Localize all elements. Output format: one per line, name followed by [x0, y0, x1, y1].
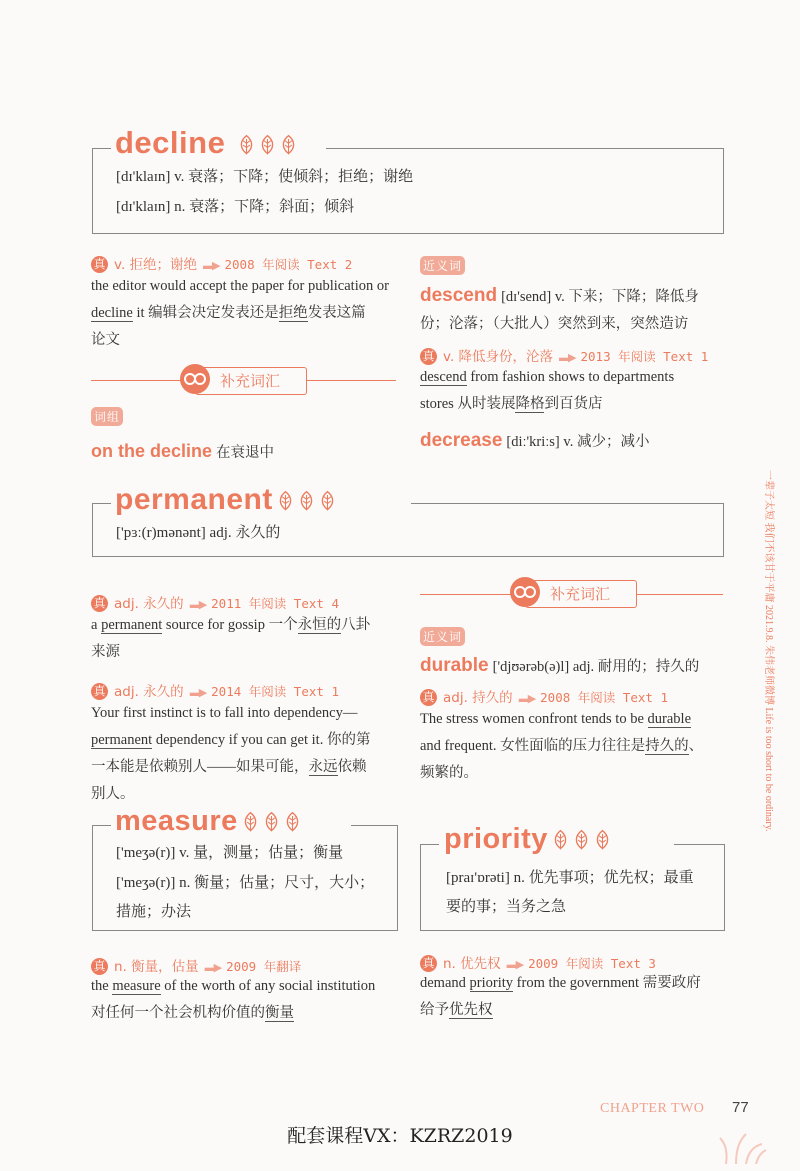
decline-example: the editor would accept the paper for publication or decline it 编辑会决定发表还是拒绝发表这篇 论文: [91, 278, 389, 348]
syn-durable: durable ['djʊərəb(ə)l] adj. 耐用的；持久的: [420, 655, 700, 676]
grass-icon: [718, 1128, 768, 1164]
synonym-label: 近义词: [420, 627, 465, 646]
durable-exam-header: 真 adj. 持久的 ▬▶ 2008 年阅读 Text 1: [420, 686, 668, 707]
leaf-icon: [238, 134, 255, 156]
decline-def-noun: [dɪ'klaɪn] n. 衰落；下降；斜面；倾斜: [116, 199, 355, 215]
exam-badge: 真: [91, 595, 108, 612]
leaf-icon: [259, 134, 276, 156]
leaf-icon: [242, 811, 259, 833]
supplement-header: 补充词汇: [195, 367, 307, 395]
arrow-icon: ▬▶: [189, 599, 206, 611]
priority-exam-header: 真 n. 优先权 ▬▶ 2009 年阅读 Text 3: [420, 952, 656, 973]
arrow-icon: ▬▶: [204, 962, 221, 974]
leaf-icon: [280, 134, 297, 156]
chapter-label: CHAPTER TWO: [600, 1101, 705, 1116]
leaf-icon: [594, 829, 611, 851]
leaf-icon: [263, 811, 280, 833]
leaf-icon: [284, 811, 301, 833]
syn-descend: descend [dɪ'send] v. 下来；下降；降低身 份；沦落；（大批人）突然到来，突然造访: [420, 285, 699, 332]
owl-icon: [510, 577, 540, 607]
priority-def: [praɪ'ɒrəti] n. 优先事项；优先权；最重: [446, 870, 694, 886]
decline-exam-header: 真 v. 拒绝；谢绝 ▬▶ 2008 年阅读 Text 2: [91, 253, 352, 274]
descend-exam-header: 真 v. 降低身份，沦落 ▬▶ 2013 年阅读 Text 1: [420, 345, 708, 366]
owl-icon: [180, 364, 210, 394]
headword-permanent: permanent: [115, 483, 336, 517]
arrow-icon: ▬▶: [518, 693, 535, 705]
supplement-header: 补充词汇: [525, 580, 637, 608]
synonym-label: 近义词: [420, 256, 465, 275]
headword-measure: measure: [115, 805, 301, 838]
permanent-def: ['pɜː(r)mənənt] adj. 永久的: [116, 525, 281, 541]
permanent-exam1-header: 真 adj. 永久的 ▬▶ 2011 年阅读 Text 4: [91, 592, 339, 613]
exam-badge: 真: [91, 958, 108, 975]
priority-example: demand priority from the government 需要政府 给予优先权: [420, 975, 701, 1018]
exam-badge: 真: [420, 955, 437, 972]
permanent-example1: a permanent source for gossip 一个永恒的八卦 来源: [91, 617, 371, 660]
headword-priority: priority: [444, 823, 611, 856]
exam-badge: 真: [91, 256, 108, 273]
phrase-line: on the decline 在衰退中: [91, 441, 275, 461]
leaf-icon: [298, 490, 315, 512]
phrase-label: 词组: [91, 407, 123, 426]
measure-def-noun-cont: 措施；办法: [116, 904, 192, 920]
syn-decrease: decrease [diː'kriːs] v. 减少；减小: [420, 430, 650, 451]
headword-decline: decline: [115, 125, 297, 161]
durable-example: The stress women confront tends to be durable and frequent. 女性面临的压力往往是持久的、 频繁的。: [420, 711, 704, 781]
watermark: 配套课程VX：KZRZ2019: [287, 1125, 513, 1147]
permanent-exam2-header: 真 adj. 永久的 ▬▶ 2014 年阅读 Text 1: [91, 680, 339, 701]
side-quote: 一辈子太短 我们不该甘于平庸 2021.9.8. 朱伟老师微博 Life is too short to be ordinary.: [763, 470, 774, 832]
arrow-icon: ▬▶: [189, 687, 206, 699]
priority-def-cont: 要的事；当务之急: [446, 899, 567, 915]
decline-def-verb: [dɪ'klaɪn] v. 衰落；下降；使倾斜；拒绝；谢绝: [116, 169, 414, 185]
page-number: 77: [732, 1099, 749, 1116]
measure-def-noun: ['meʒə(r)] n. 衡量；估量；尺寸，大小；: [116, 875, 375, 891]
arrow-icon: ▬▶: [203, 260, 219, 272]
leaf-icon: [552, 829, 569, 851]
exam-badge: 真: [91, 683, 108, 700]
arrow-icon: ▬▶: [559, 352, 575, 364]
descend-example: descend from fashion shows to departments stores 从时装展降格到百货店: [420, 369, 675, 412]
arrow-icon: ▬▶: [506, 959, 523, 971]
leaf-icon: [277, 490, 294, 512]
exam-badge: 真: [420, 348, 437, 365]
measure-example: the measure of the worth of any social institution 对任何一个社会机构价值的衡量: [91, 978, 376, 1021]
permanent-example2: Your first instinct is to fall into dependency— permanent dependency if you can get it. 你的第 一本能是依赖别人——如果可能，永远依赖 别人。: [91, 705, 371, 802]
measure-def-verb: ['meʒə(r)] v. 量，测量；估量；衡量: [116, 845, 344, 861]
measure-exam-header: 真 n. 衡量，估量 ▬▶ 2009 年翻译: [91, 955, 301, 976]
leaf-icon: [573, 829, 590, 851]
exam-badge: 真: [420, 689, 437, 706]
leaf-icon: [319, 490, 336, 512]
